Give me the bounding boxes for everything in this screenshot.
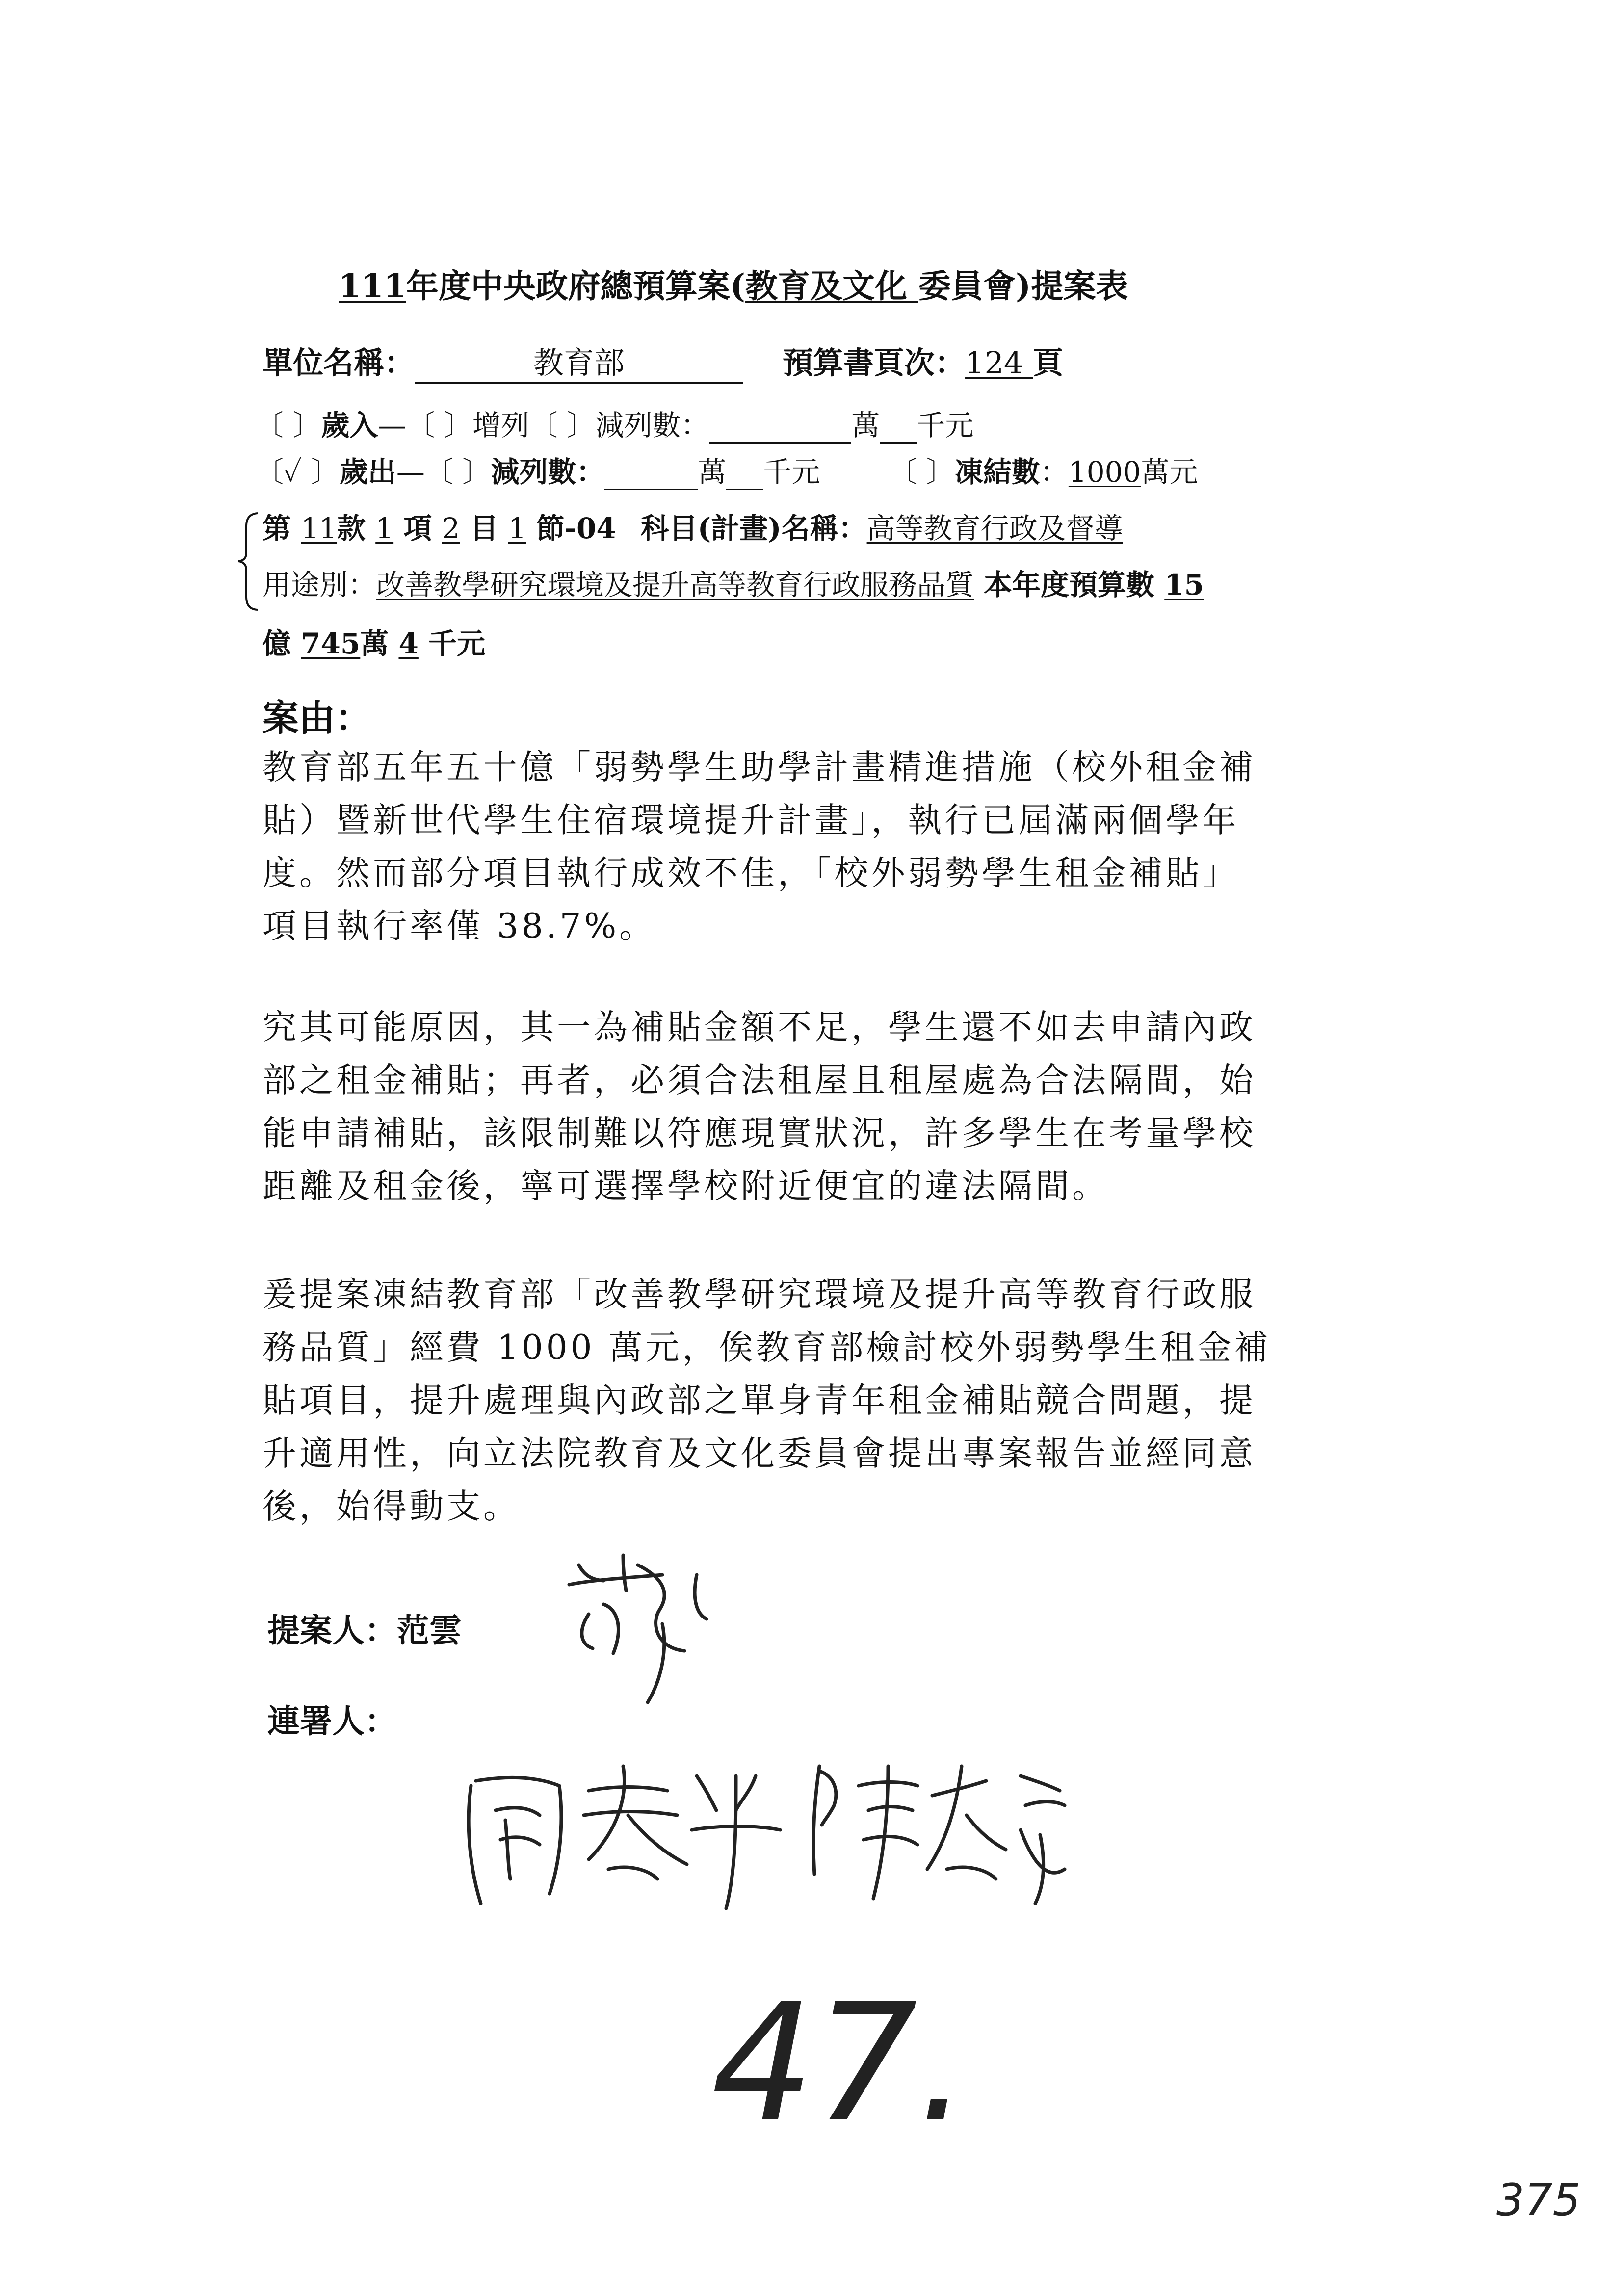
reason-heading: 案由： [262,697,371,739]
revenue-wan: 萬 [851,409,880,442]
unit-line [262,339,1063,384]
budget-label: 本年度預算數 [984,568,1165,601]
reason-paragraph-3 [262,1268,1271,1533]
purpose-label: 用途別： [262,568,377,601]
subject-label: 科目(計畫)名稱： [640,512,867,545]
budget-qian-value: 4 [398,627,419,660]
item-jie-label: 節-04 [526,512,616,545]
form-title [339,260,1128,307]
revenue-add-label: 增列 [472,409,529,442]
handwritten-page-number: 375 [1496,2174,1581,2226]
item-di: 第 [262,512,301,545]
reason-paragraph-2 [262,1001,1256,1213]
item-kuan: 11 [301,512,338,545]
item-mu: 2 [442,512,460,545]
expense-line [255,449,1198,490]
title-year: 111 [339,267,406,305]
revenue-box: 〔 〕 [255,409,321,442]
expense-dash: — [396,455,425,489]
title-committee: 教育及文化 [745,267,918,305]
paragraph-line: 項目執行率僅 38.7%。 [262,907,656,946]
page-value: 124 [965,345,1033,381]
paragraph-line: 距離及租金後，寧可選擇學校附近便宜的違法隔間。 [262,1167,1109,1206]
revenue-label: 歲入 [321,409,378,442]
item-jie: 1 [508,512,526,545]
item-xiang: 1 [375,512,394,545]
handwritten-number: 47. [711,1969,969,2157]
revenue-qian: 千元 [917,409,974,442]
title-mid: 年度中央政府總預算案( [406,267,746,305]
cosigner-signatures [461,1747,1074,1913]
paragraph-line: 貼）暨新世代學生住宿環境提升計畫」，執行已屆滿兩個學年 [262,801,1239,840]
expense-qian: 千元 [763,455,820,489]
left-brace [236,511,260,612]
item-mu-label: 目 [460,512,508,545]
expense-wan: 萬 [698,455,727,489]
item-line [262,505,1123,547]
expense-wan-blank [604,455,698,490]
page-label: 預算書頁次： [783,345,966,381]
purpose-value: 改善教學研究環境及提升高等教育行政服務品質 [376,568,974,601]
subject-value: 高等教育行政及督導 [866,512,1123,545]
item-kuan-label: 款 [337,512,376,545]
expense-reduce-box: 〔 〕 [424,455,491,489]
paragraph-line: 部之租金補貼；再者，必須合法租屋且租屋處為合法隔間，始 [262,1061,1256,1100]
expense-label: 歲出 [339,455,396,489]
budget-yi: 億 [262,627,301,660]
expense-reduce-label: 減列數： [491,455,605,489]
budget-wan-value: 745 [301,627,361,660]
page-suffix: 頁 [1033,345,1064,381]
freeze-unit: 萬元 [1141,455,1198,489]
revenue-line [255,402,973,444]
unit-value: 教育部 [415,339,743,384]
budget-qian: 千元 [418,627,486,660]
freeze-box: 〔 〕 [889,455,955,489]
reason-paragraph-1 [262,741,1256,953]
budget-wan: 萬 [360,627,399,660]
paragraph-line: 能申請補貼，該限制難以符應現實狀況，許多學生在考量學校 [262,1114,1256,1153]
revenue-wan-blank [709,409,851,444]
unit-label: 單位名稱： [262,345,415,381]
item-xiang-label: 項 [393,512,442,545]
paragraph-line: 度。然而部分項目執行成效不佳，「校外弱勢學生租金補貼」 [262,854,1239,893]
cosigner-label: 連署人： [267,1702,397,1740]
proposer-line [267,1604,462,1651]
expense-check-box: 〔✓ 〕 [255,455,340,489]
expense-qian-blank [726,455,763,490]
budget-line [262,621,485,662]
revenue-dash: — [378,409,407,442]
paragraph-line: 升適用性，向立法院教育及文化委員會提出專案報告並經同意 [262,1434,1256,1473]
paragraph-line: 後，始得動支。 [262,1487,520,1526]
freeze-label: 凍結數 [954,455,1040,489]
budget-yi-value: 15 [1164,568,1204,601]
paragraph-line: 教育部五年五十億「弱勢學生助學計畫精進措施（校外租金補 [262,748,1256,787]
paragraph-line: 爰提案凍結教育部「改善教學研究環境及提升高等教育行政服 [262,1275,1256,1314]
proposer-signature [550,1545,726,1712]
revenue-reduce-box: 〔 〕 [529,409,596,442]
title-end: 委員會)提案表 [918,267,1128,305]
paragraph-line: 貼項目，提升處理與內政部之單身青年租金補貼競合問題，提 [262,1381,1256,1420]
proposer-name: 范雲 [397,1611,462,1649]
freeze-value: 1000 [1068,455,1141,489]
revenue-add-box: 〔 〕 [406,409,472,442]
paragraph-line: 務品質」經費 1000 萬元，俟教育部檢討校外弱勢學生租金補 [262,1328,1271,1367]
paragraph-line: 究其可能原因，其一為補貼金額不足，學生還不如去申請內政 [262,1008,1256,1047]
revenue-qian-blank [880,409,917,444]
revenue-reduce-label: 減列數： [595,409,709,442]
purpose-line [262,562,1204,603]
proposer-label: 提案人： [267,1611,397,1649]
freeze-colon: ： [1040,455,1069,489]
